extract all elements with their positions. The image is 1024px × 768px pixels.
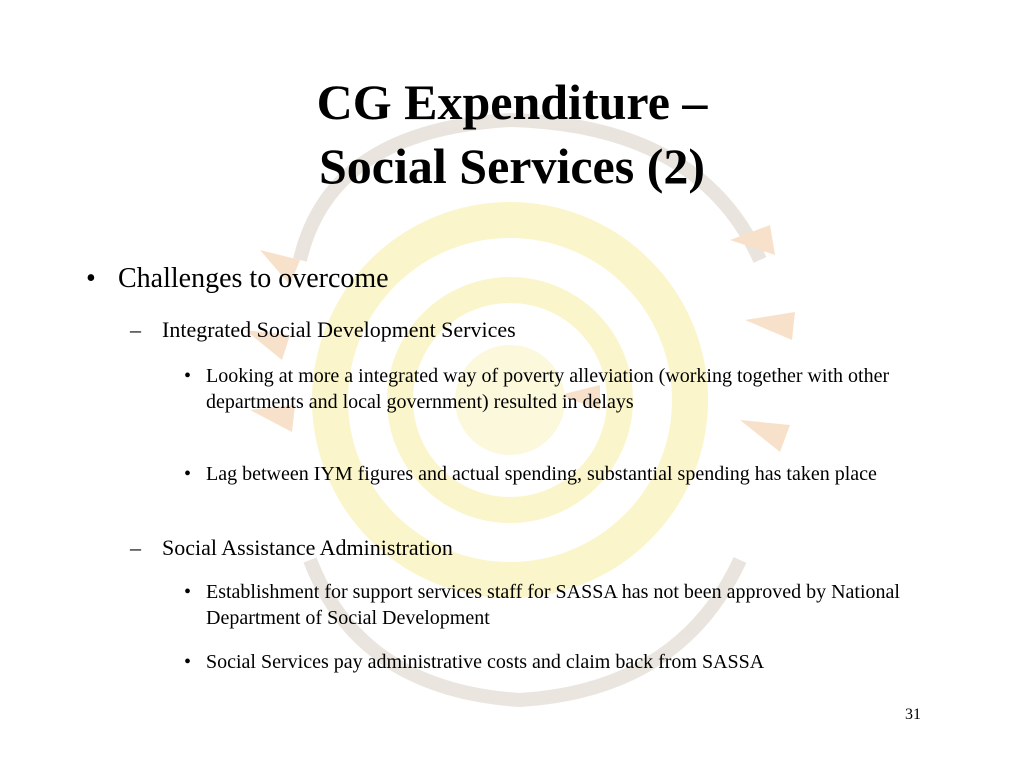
- section-heading-text: Integrated Social Development Services: [162, 317, 516, 342]
- slide-number: 31: [905, 706, 921, 723]
- slide-title: [0, 70, 1024, 198]
- bullet-marker: •: [86, 263, 96, 294]
- title-line-2: Social Services (2): [318, 138, 705, 194]
- sub-bullet-marker: •: [184, 365, 192, 387]
- sub-bullet-text: Lag between IYM figures and actual spending, substantial spending has taken place: [206, 463, 877, 485]
- sub-bullet: [184, 363, 914, 415]
- sub-bullet: [184, 579, 914, 631]
- bullet-text: Challenges to overcome: [118, 263, 389, 294]
- sub-bullet: [184, 649, 914, 675]
- title-line-1: CG Expenditure –: [316, 74, 708, 130]
- sub-bullet-text: Establishment for support services staff for SASSA has not been approved by National Department of Social Development: [206, 581, 900, 629]
- sub-bullet-text: Social Services pay administrative costs and claim back from SASSA: [206, 651, 765, 673]
- sub-bullet-marker: •: [184, 651, 192, 673]
- sub-bullet-text: Looking at more a integrated way of poverty alleviation (working together with other departments and local government) resulted in delays: [206, 365, 890, 413]
- sub-bullet-marker: •: [184, 581, 192, 603]
- section-heading-text: Social Assistance Administration: [162, 535, 453, 560]
- sub-bullet: [184, 461, 914, 487]
- dash-marker: –: [130, 535, 141, 560]
- dash-marker: –: [130, 317, 141, 342]
- sub-bullet-marker: •: [184, 463, 192, 485]
